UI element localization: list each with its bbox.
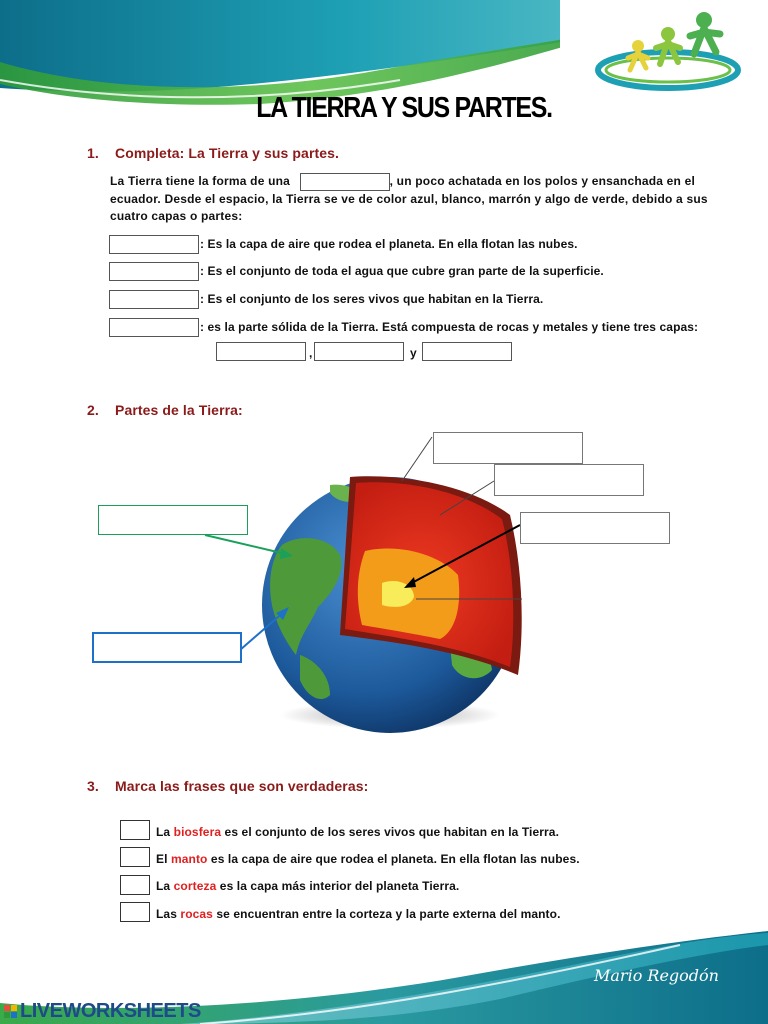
label-box-core[interactable] xyxy=(520,512,670,544)
brand-name: LIVEWORKSHEETS xyxy=(20,1000,201,1022)
statement-4-pre: Las xyxy=(156,907,181,921)
statement-3 xyxy=(156,879,459,893)
statement-3-key: corteza xyxy=(173,879,217,893)
statement-2 xyxy=(156,852,580,866)
layer-input-3[interactable] xyxy=(109,290,199,309)
label-box-water[interactable] xyxy=(92,632,242,663)
layer-definition-2: : Es el conjunto de toda el agua que cubre gran parte de la superficie. xyxy=(200,264,604,278)
statement-4-key: rocas xyxy=(180,907,213,921)
label-box-mantle[interactable] xyxy=(494,464,644,496)
statement-checkbox-4[interactable] xyxy=(120,902,150,922)
intro-text-2: , un poco achatada en los polos y ensanchada en el xyxy=(389,174,696,189)
intro-text-4: cuatro capas o partes: xyxy=(110,209,243,223)
statement-checkbox-1[interactable] xyxy=(120,820,150,840)
intro-text-1: La Tierra tiene la forma de una xyxy=(110,174,291,189)
statement-3-pre: La xyxy=(156,879,174,893)
sublayer-input-3[interactable] xyxy=(422,342,512,361)
statement-checkbox-3[interactable] xyxy=(120,875,150,895)
layer-input-1[interactable] xyxy=(109,235,199,254)
earth-diagram xyxy=(0,425,768,735)
statement-3-post: es la capa más interior del planeta Tierra. xyxy=(216,879,460,893)
comma-separator: , xyxy=(309,346,313,360)
brand-logo[interactable] xyxy=(4,1000,201,1023)
page-title: LA TIERRA Y SUS PARTES. xyxy=(256,92,552,124)
layer-input-4[interactable] xyxy=(109,318,199,337)
and-word: y xyxy=(410,346,417,360)
statement-2-key: manto xyxy=(170,852,208,866)
section1-intro xyxy=(110,173,710,225)
section3-number: 3. xyxy=(87,778,99,794)
statement-4 xyxy=(156,907,561,921)
section1-title: Completa: La Tierra y sus partes. xyxy=(115,145,340,161)
statement-4-post: se encuentran entre la corteza y la parte externa del manto. xyxy=(212,907,561,921)
statement-2-post: es la capa de aire que rodea el planeta. En ella flotan las nubes. xyxy=(207,852,580,866)
statement-2-pre: El xyxy=(156,852,171,866)
section3-title: Marca las frases que son verdaderas: xyxy=(115,778,369,794)
statement-1-pre: La xyxy=(156,825,174,839)
statement-1 xyxy=(156,825,559,839)
statement-1-post: es el conjunto de los seres vivos que habitan en la Tierra. xyxy=(221,825,560,839)
statement-1-key: biosfera xyxy=(173,825,222,839)
intro-text-3: ecuador. Desde el espacio, la Tierra se ve de color azul, blanco, marrón y algo de verde, debido a sus xyxy=(110,192,708,206)
sublayer-input-2[interactable] xyxy=(314,342,404,361)
author-signature: Mario Regodón xyxy=(594,966,719,985)
layer-definition-3: : Es el conjunto de los seres vivos que habitan en la Tierra. xyxy=(200,292,544,306)
section3-heading xyxy=(87,778,368,794)
section1-number: 1. xyxy=(87,145,99,161)
label-box-crust[interactable] xyxy=(433,432,583,464)
section2-heading xyxy=(87,402,243,418)
layer-definition-4: : es la parte sólida de la Tierra. Está compuesta de rocas y metales y tiene tres capas: xyxy=(200,320,699,334)
section1-heading xyxy=(87,145,339,161)
brand-icon xyxy=(4,1005,17,1018)
shape-input[interactable] xyxy=(300,173,390,191)
people-logo xyxy=(620,10,730,80)
layer-definition-1: : Es la capa de aire que rodea el planeta. En ella flotan las nubes. xyxy=(200,237,578,251)
section2-number: 2. xyxy=(87,402,99,418)
statement-checkbox-2[interactable] xyxy=(120,847,150,867)
sublayer-input-1[interactable] xyxy=(216,342,306,361)
label-box-land[interactable] xyxy=(98,505,248,535)
section2-title: Partes de la Tierra: xyxy=(115,402,243,418)
layer-input-2[interactable] xyxy=(109,262,199,281)
